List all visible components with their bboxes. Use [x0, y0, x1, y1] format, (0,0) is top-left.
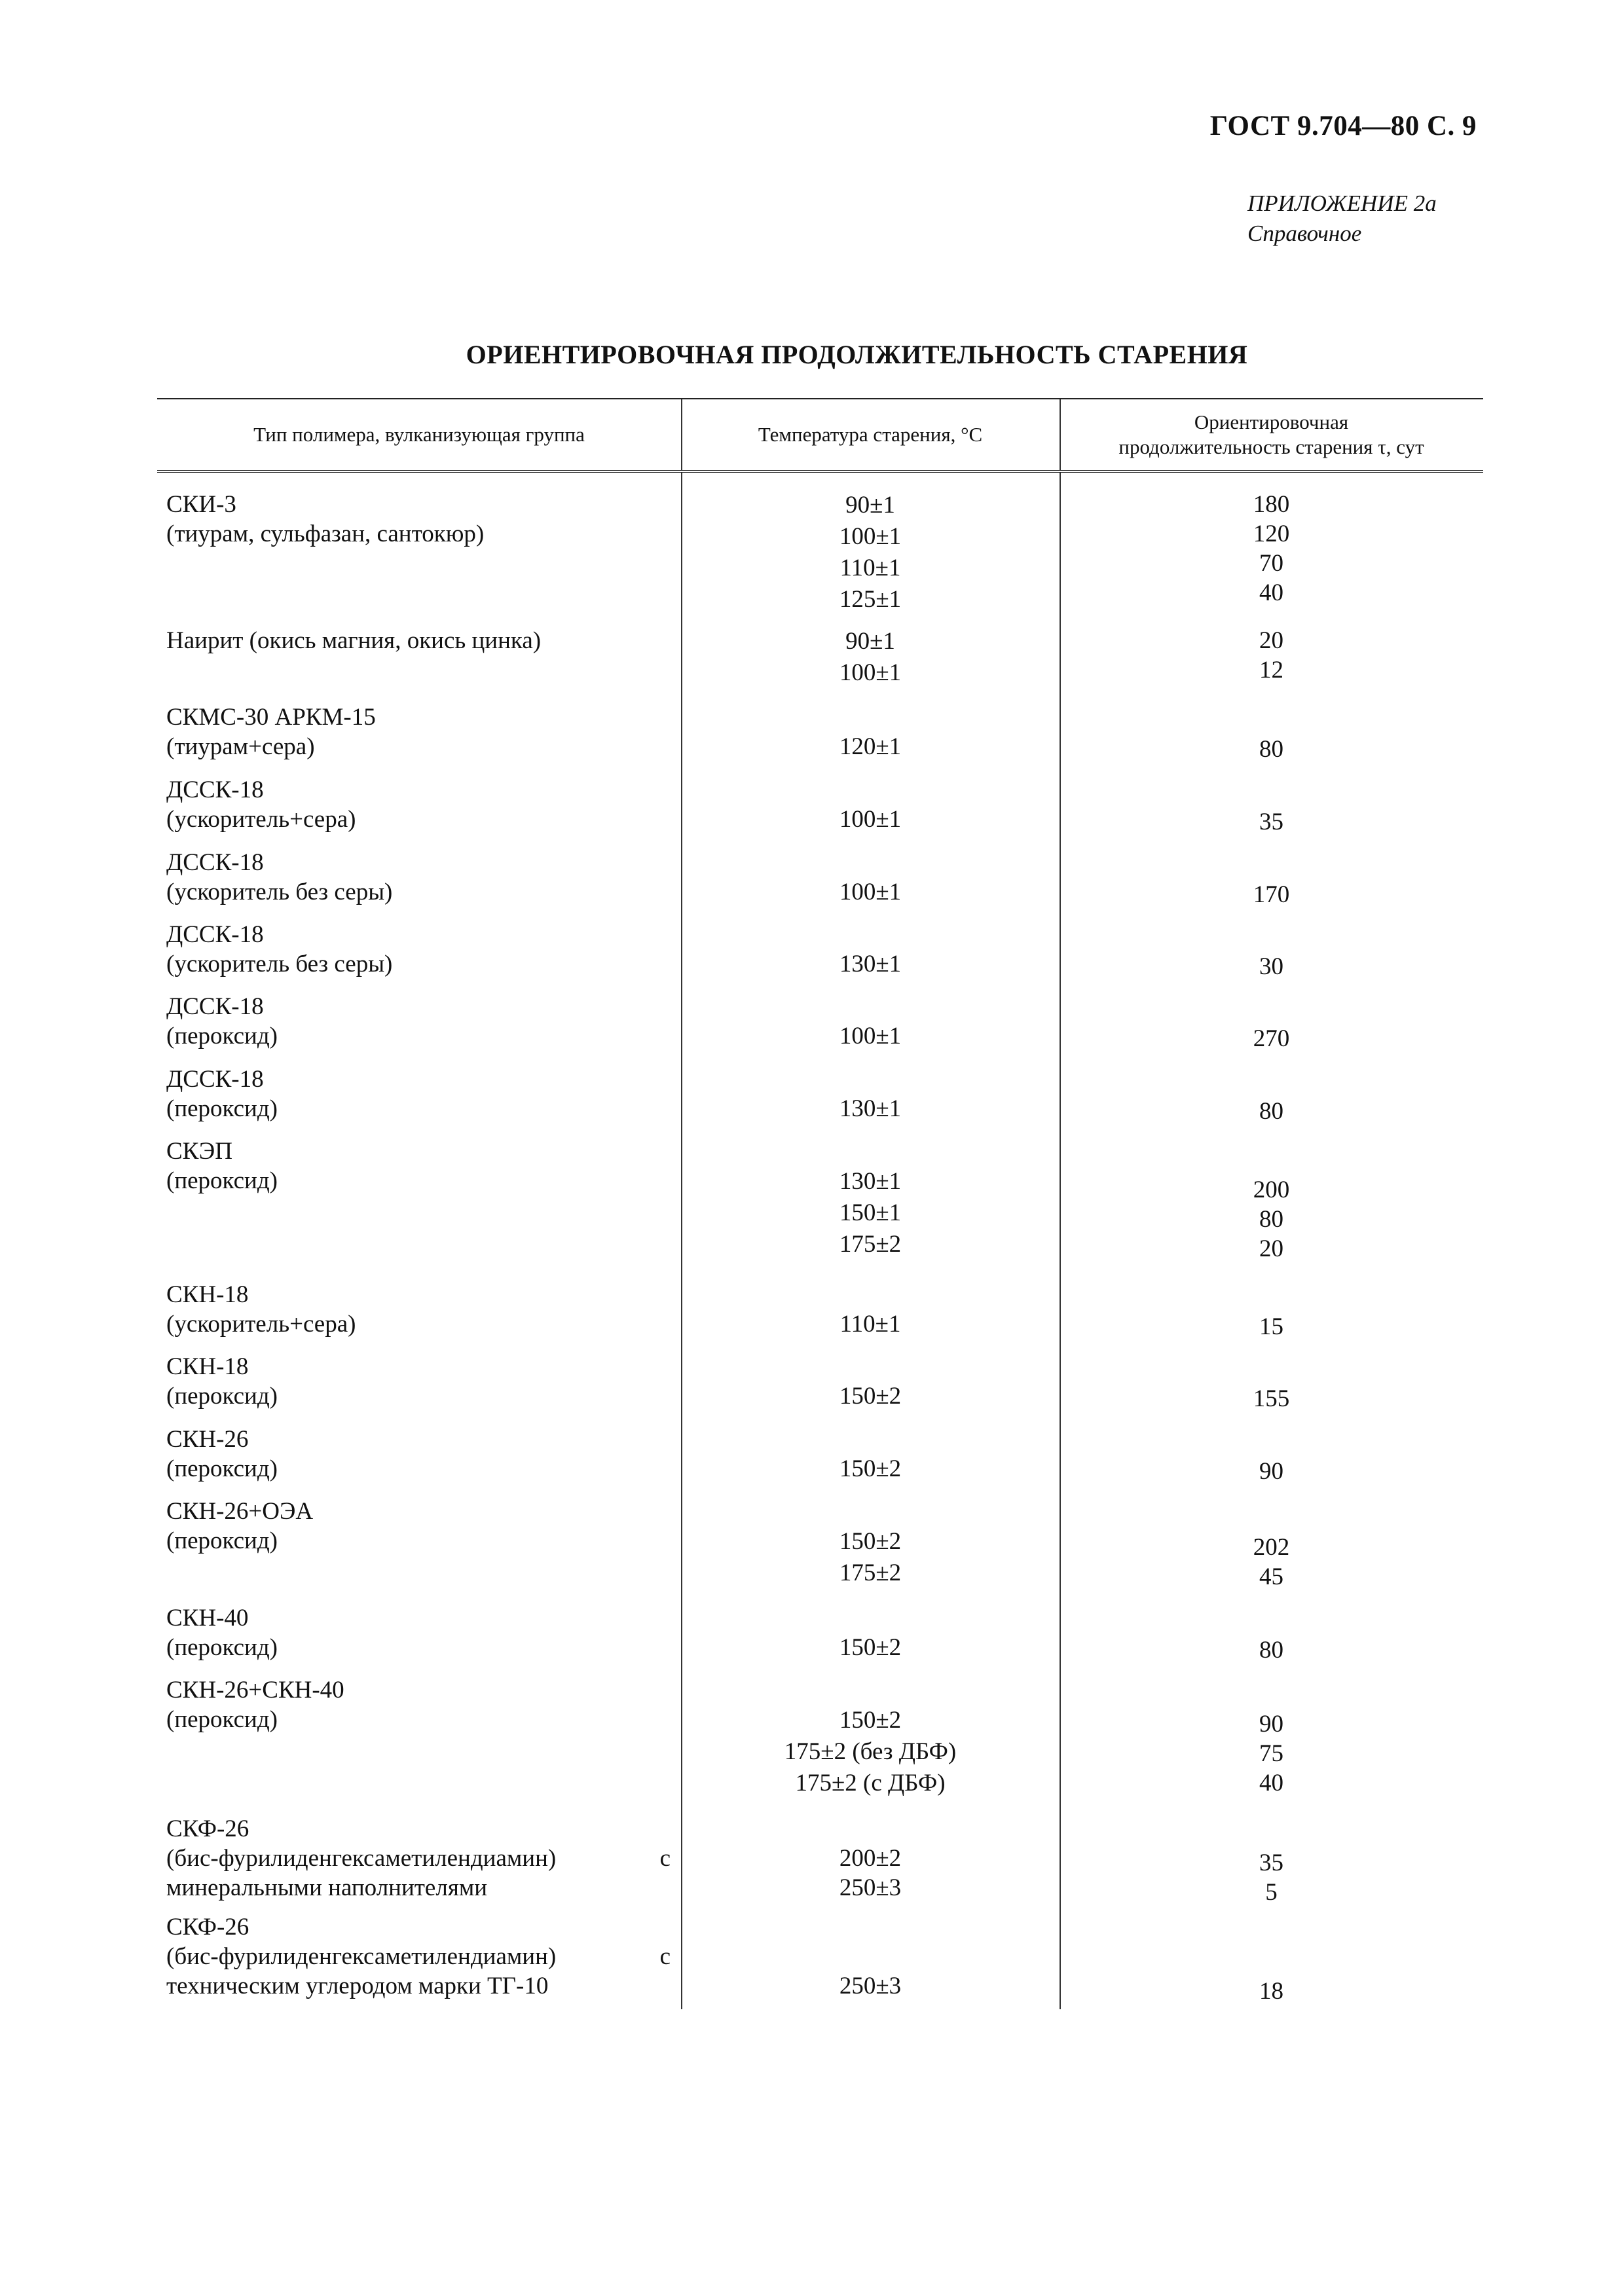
duration-cell [1060, 1097, 1483, 1126]
temperature-value: 175±2 (с ДБФ) [795, 1770, 946, 1796]
temperature-cell [681, 1454, 1060, 1484]
polymer-line: (пероксид) [166, 1455, 278, 1482]
header-temperature: Температура старения, °С [758, 423, 983, 446]
temperature-cell [681, 490, 1060, 615]
polymer-line: техническим углеродом марки ТГ-10 [166, 1973, 549, 1999]
table-header [157, 398, 1483, 473]
duration-value: 80 [1259, 1637, 1283, 1664]
polymer-line: (бис-фурилиденгексаметилендиамин) [166, 1943, 557, 1970]
duration-value: 5 [1265, 1879, 1278, 1906]
duration-value: 80 [1259, 1206, 1283, 1233]
polymer-line: СКН-26+СКН-40 [166, 1677, 344, 1704]
temperature-cell [681, 626, 1060, 689]
temperature-value: 110±1 [839, 555, 901, 581]
temperature-cell [681, 1844, 1060, 1903]
temperature-value: 125±1 [839, 586, 902, 613]
temperature-cell [681, 1094, 1060, 1123]
duration-cell [1060, 1533, 1483, 1592]
duration-value: 155 [1253, 1385, 1290, 1412]
duration-value: 18 [1259, 1978, 1283, 2005]
aging-table [157, 398, 1483, 2009]
duration-cell [1060, 1175, 1483, 1264]
polymer-cell [166, 490, 680, 549]
polymer-line: СКН-18 [166, 1353, 249, 1380]
duration-value: 80 [1259, 736, 1283, 763]
duration-value: 45 [1259, 1563, 1283, 1590]
duration-value: 202 [1253, 1534, 1290, 1561]
temperature-cell [681, 877, 1060, 907]
duration-value: 120 [1253, 520, 1290, 547]
polymer-cell [166, 848, 680, 907]
temperature-value: 250±3 [839, 1973, 902, 1999]
table-body [157, 473, 1483, 2009]
duration-value: 90 [1259, 1458, 1283, 1485]
polymer-line: (ускоритель без серы) [166, 879, 393, 905]
duration-value: 30 [1259, 953, 1283, 980]
temperature-cell [681, 1381, 1060, 1411]
duration-value: 35 [1259, 1850, 1283, 1876]
page-header: ГОСТ 9.704—80 С. 9 [1209, 111, 1477, 141]
duration-value: 80 [1259, 1098, 1283, 1125]
temperature-value: 150±2 [839, 1634, 902, 1661]
polymer-line: минеральными наполнителями [166, 1874, 488, 1901]
temperature-cell [681, 1971, 1060, 2001]
duration-cell [1060, 1312, 1483, 1341]
temperature-cell [681, 805, 1060, 834]
temperature-value: 130±1 [839, 1095, 902, 1122]
polymer-cell [166, 1065, 680, 1123]
temperature-value: 120±1 [839, 733, 902, 760]
temperature-value: 150±2 [839, 1455, 902, 1482]
polymer-cell [166, 702, 680, 761]
polymer-line: ДССК-18 [166, 921, 264, 948]
duration-cell [1060, 1457, 1483, 1486]
temperature-value: 100±1 [839, 523, 902, 550]
polymer-line: СКФ-26 [166, 1914, 249, 1941]
polymer-line: (пероксид) [166, 1095, 278, 1122]
duration-value: 40 [1259, 579, 1283, 606]
polymer-cell [166, 920, 680, 979]
polymer-cell [166, 1912, 680, 2001]
temperature-value: 130±1 [839, 951, 902, 977]
polymer-line: СКН-26 [166, 1426, 249, 1453]
appendix-note: Справочное [1247, 221, 1362, 246]
polymer-cell [166, 1352, 680, 1411]
polymer-line: СКЭП [166, 1138, 232, 1165]
duration-value: 90 [1259, 1711, 1283, 1738]
duration-value: 180 [1253, 491, 1290, 518]
duration-cell [1060, 1024, 1483, 1053]
polymer-cell [166, 775, 680, 834]
column-divider [1060, 399, 1061, 470]
duration-cell [1060, 1384, 1483, 1413]
temperature-value: 200±2 [839, 1845, 902, 1872]
document-title: ОРИЕНТИРОВОЧНАЯ ПРОДОЛЖИТЕЛЬНОСТЬ СТАРЕНИЯ [466, 340, 1248, 369]
polymer-line: (бис-фурилиденгексаметилендиамин) [166, 1845, 557, 1872]
polymer-cell [166, 1280, 680, 1339]
polymer-line: СКН-18 [166, 1281, 249, 1308]
polymer-cell [166, 1425, 680, 1484]
temperature-value: 100±1 [839, 1023, 902, 1049]
temperature-cell [681, 1166, 1060, 1260]
duration-value: 20 [1259, 1235, 1283, 1262]
duration-cell [1060, 626, 1483, 685]
temperature-value: 100±1 [839, 806, 902, 833]
polymer-line: (ускоритель+сера) [166, 1311, 356, 1338]
duration-value: 270 [1253, 1025, 1290, 1052]
duration-value: 20 [1259, 627, 1283, 654]
duration-cell [1060, 1709, 1483, 1798]
column-divider [681, 399, 682, 470]
temperature-value: 175±2 (без ДБФ) [784, 1738, 957, 1765]
polymer-cell [166, 1675, 680, 1734]
polymer-line: СКН-40 [166, 1605, 249, 1631]
temperature-value: 250±3 [839, 1874, 902, 1901]
polymer-cell [166, 626, 680, 655]
temperature-cell [681, 732, 1060, 761]
polymer-cell [166, 1497, 680, 1556]
temperature-value: 175±2 [839, 1559, 902, 1586]
polymer-line: с [659, 1943, 671, 1970]
duration-cell [1060, 880, 1483, 909]
polymer-line: (тиурам+сера) [166, 733, 315, 760]
duration-value: 170 [1253, 881, 1290, 908]
temperature-value: 150±2 [839, 1383, 902, 1410]
temperature-value: 175±2 [839, 1231, 902, 1258]
temperature-value: 100±1 [839, 659, 902, 686]
appendix-block [1247, 189, 1437, 249]
polymer-line: СКФ-26 [166, 1815, 249, 1842]
polymer-line: СКМС-30 АРКМ-15 [166, 704, 376, 731]
polymer-line: (тиурам, сульфазан, сантокюр) [166, 520, 485, 547]
polymer-cell [166, 1603, 680, 1662]
duration-value: 70 [1259, 550, 1283, 577]
temperature-cell [681, 949, 1060, 979]
duration-value: 12 [1259, 657, 1283, 683]
duration-cell [1060, 735, 1483, 764]
polymer-line: (пероксид) [166, 1167, 278, 1194]
temperature-cell [681, 1705, 1060, 1799]
duration-value: 35 [1259, 809, 1283, 835]
duration-value: 75 [1259, 1740, 1283, 1767]
temperature-value: 90±1 [845, 628, 895, 655]
polymer-line: СКН-26+ОЭА [166, 1498, 314, 1525]
appendix-label: ПРИЛОЖЕНИЕ 2а [1247, 191, 1437, 216]
temperature-cell [681, 1309, 1060, 1339]
temperature-cell [681, 1526, 1060, 1589]
duration-cell [1060, 490, 1483, 608]
temperature-value: 150±1 [839, 1199, 902, 1226]
polymer-cell [166, 1137, 680, 1195]
temperature-value: 150±2 [839, 1528, 902, 1555]
polymer-line: ДССК-18 [166, 993, 264, 1020]
temperature-value: 110±1 [839, 1311, 901, 1338]
header-duration-line1: Ориентировочная [1194, 410, 1349, 433]
duration-cell [1060, 1848, 1483, 1907]
temperature-value: 130±1 [839, 1168, 902, 1195]
polymer-line: (пероксид) [166, 1634, 278, 1661]
polymer-line: (пероксид) [166, 1527, 278, 1554]
duration-value: 15 [1259, 1313, 1283, 1340]
polymer-line: (пероксид) [166, 1383, 278, 1410]
polymer-line: (пероксид) [166, 1023, 278, 1049]
temperature-cell [681, 1021, 1060, 1051]
header-duration-line2: продолжительность старения τ, сут [1118, 435, 1424, 458]
polymer-cell [166, 992, 680, 1051]
polymer-line: ДССК-18 [166, 1066, 264, 1093]
polymer-cell [166, 1814, 680, 1903]
temperature-value: 150±2 [839, 1707, 902, 1734]
polymer-line: (ускоритель без серы) [166, 951, 393, 977]
duration-value: 200 [1253, 1176, 1290, 1203]
temperature-value: 100±1 [839, 879, 902, 905]
duration-cell [1060, 952, 1483, 981]
polymer-line: ДССК-18 [166, 776, 264, 803]
temperature-value: 90±1 [845, 492, 895, 519]
polymer-line: ДССК-18 [166, 849, 264, 876]
polymer-line: (ускоритель+сера) [166, 806, 356, 833]
polymer-line: СКИ-3 [166, 491, 236, 518]
duration-cell [1060, 1977, 1483, 2006]
duration-value: 40 [1259, 1770, 1283, 1796]
duration-cell [1060, 807, 1483, 837]
header-duration [1060, 399, 1483, 470]
temperature-cell [681, 1633, 1060, 1662]
header-polymer: Тип полимера, вулканизующая группа [253, 423, 585, 446]
polymer-line: с [659, 1845, 671, 1872]
polymer-line: (пероксид) [166, 1706, 278, 1733]
duration-cell [1060, 1635, 1483, 1665]
polymer-line: Наирит (окись магния, окись цинка) [166, 627, 542, 654]
